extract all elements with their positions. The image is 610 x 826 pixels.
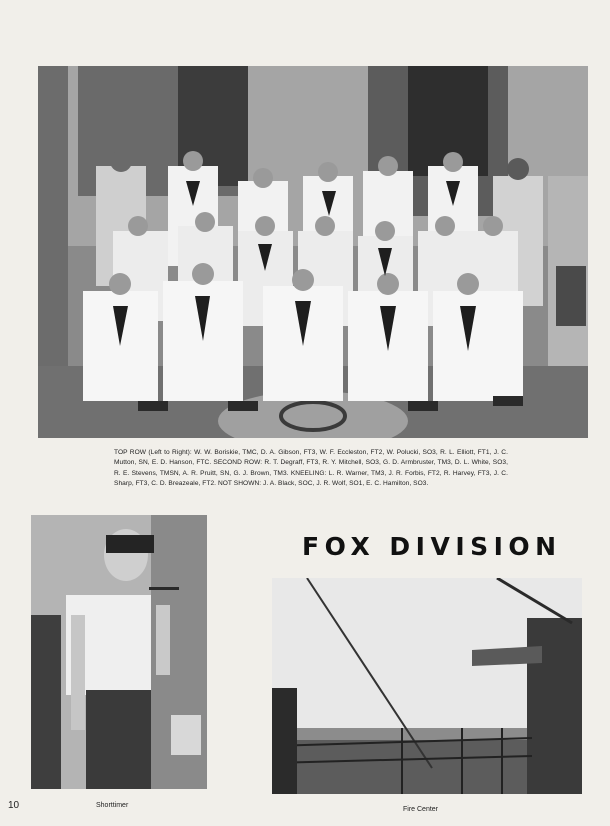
division-title: FOX DIVISION bbox=[302, 532, 562, 561]
group-photo-caption: TOP ROW (Left to Right): W. W. Boriskie, TMC, D. A. Gibson, FT3, W. F. Eccleston, FT2, W. Polucki, SO3, R. L. Elliott, FT1, J. C. Mutton, SN, E. D. Hanson, FTC. SECOND ROW: R. T. Degraff, FT3, R. Y. Mitchell, SO3, G. D. Armbruster, TM3, D. L. White, SO3, R. E. Stevens, TMSN, A. R. Pruitt, SN, G. J. Brown, TM3. KNEELING: L. R. Warner, TM3, J. R. Forbis, FT2, R. Harvey, FT3, J. C. Sharp, FT3, C. D. Breazeale, FT2. NOT SHOWN: J. A. Black, SOC, J. R. Wolf, SO1, E. C. Hamilton, SO3. bbox=[114, 449, 508, 487]
fire-center-photo-image bbox=[272, 578, 582, 794]
shorttimer-caption: Shorttimer bbox=[96, 802, 129, 809]
group-photo-fox-division bbox=[38, 66, 588, 438]
fire-center-photo bbox=[272, 578, 582, 794]
shorttimer-photo-image bbox=[31, 515, 207, 789]
shorttimer-photo bbox=[31, 515, 207, 789]
fire-center-caption: Fire Center bbox=[403, 806, 439, 813]
group-photo-image bbox=[38, 66, 588, 438]
page-number: 10 bbox=[8, 800, 20, 811]
